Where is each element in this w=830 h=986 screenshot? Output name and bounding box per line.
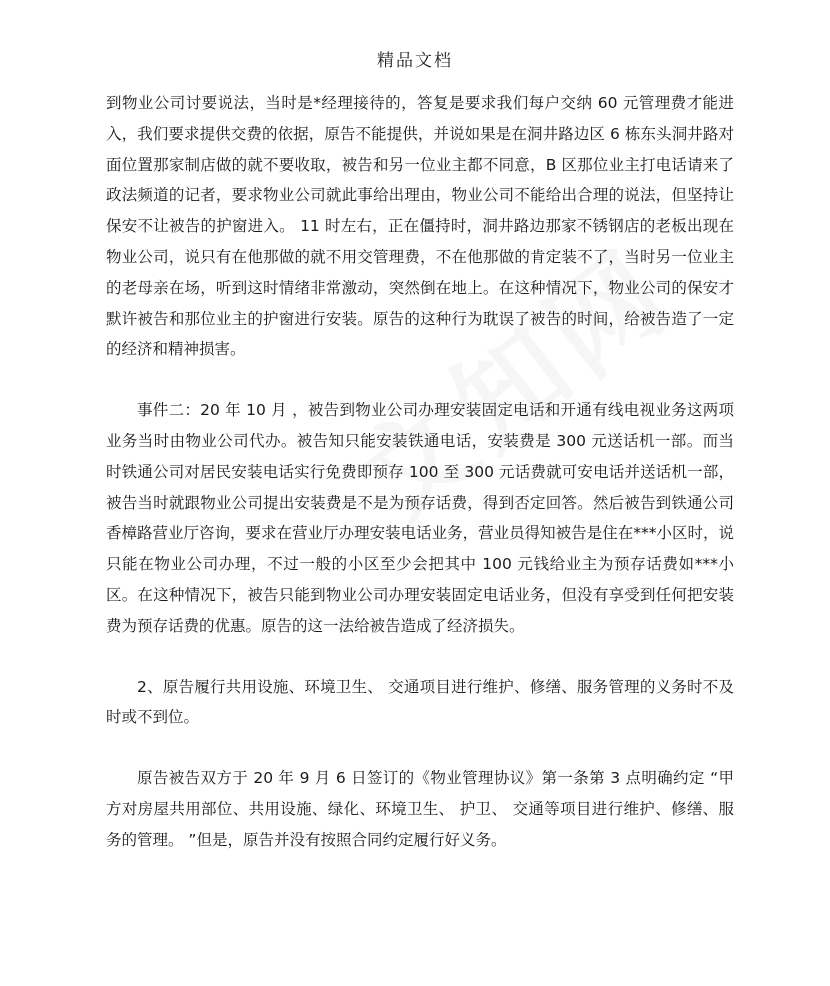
paragraph-event-two: 事件二：20 年 10 月 ，被告到物业公司办理安装固定电话和开通有线电视业务这两项业务当时由物业公司代办。被告知只能安装铁通电话，安装费是 300 元送话机一部。而当时铁通公司对居民安装电话实行免费即预存 100 至 300 元话费就可安电话并送话机一部，被告当时就跟物业公司提出安装费是不是为预存话费，得到否定回答。然后被告到铁通公司香樟路营业厅咨询，要求在营业厅办理安装电话业务，营业员得知被告是住在***小区时，说只能在物业公司办理，不过一般的小区至少会把其中 100 元钱给业主为预存话费如***小区。在这种情况下，被告只能到物业公司办理安装固定电话业务，但没有享受到任何把安装费为预存话费的优惠。原告的这一法给被告造成了经济损失。: [106, 401, 734, 635]
page-header-title: 精品文档: [377, 51, 453, 71]
paragraph-continuation: 到物业公司讨要说法，当时是*经理接待的，答复是要求我们每户交纳 60 元管理费才能进入，我们要求提供交费的依据，原告不能提供，并说如果是在洞井路边区 6 栋东头洞井路对面位置那家制店做的就不要收取，被告和另一位业主都不同意，B 区那位业主打电话请来了政法频道的记者，要求物业公司就此事给出理由，物业公司不能给出合理的说法，但坚持让保安不让被告的护窗进入。 11 时左右，正在僵持时，洞井路边那家不锈钢店的老板出现在物业公司，说只有在他那做的就不用交管理费，不在他那做的肯定装不了，当时另一位业主的老母亲在场，听到这时情绪非常激动，突然倒在地上。在这种情况下，物业公司的保安才默许被告和那位业主的护窗进行安装。原告的这种行为耽误了被告的时间，给被告造了一定的经济和精神损害。: [106, 94, 734, 359]
paragraph-agreement: 原告被告双方于 20 年 9 月 6 日签订的《物业管理协议》第一条第 3 点明确约定 “甲方对房屋共用部位、共用设施、绿化、环境卫生、 护卫、 交通等项目进行维护、修缮、服务的管理。 ”但是，原告并没有按照合同约定履行好义务。: [106, 769, 734, 849]
paragraph-gap: [106, 733, 734, 763]
paragraph-section-2: 2、原告履行共用设施、环境卫生、 交通项目进行维护、修缮、服务管理的义务时不及时或不到位。: [106, 677, 734, 727]
paragraph-gap: [106, 642, 734, 672]
document-body: [106, 88, 734, 856]
paragraph-gap: [106, 365, 734, 395]
